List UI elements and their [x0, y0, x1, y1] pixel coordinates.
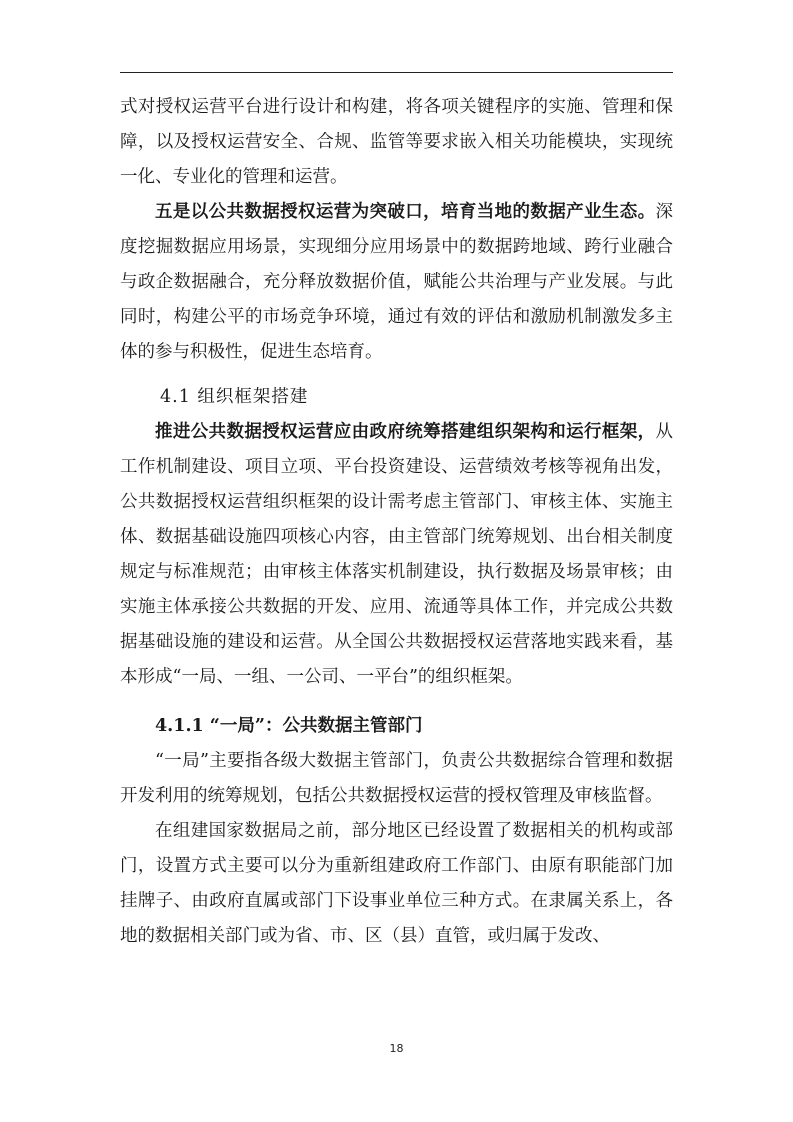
- paragraph-4: “一局”主要指各级大数据主管部门，负责公共数据综合管理和数据开发利用的统筹规划，包括公共数据授权运营的授权管理及审核监督。: [120, 751, 673, 806]
- paragraph-2-lead: 五是以公共数据授权运营为突破口，培育当地的数据产业生态。: [155, 202, 656, 222]
- subsection-heading: 4.1.1 “一局”：公共数据主管部门: [155, 716, 423, 736]
- page-number: 18: [389, 1042, 404, 1055]
- paragraph-2: [120, 195, 673, 370]
- spacer: [120, 370, 673, 376]
- paragraph-3: [120, 415, 673, 695]
- paragraph-3-lead: 推进公共数据授权运营应由政府统筹搭建组织架构和运行框架，: [155, 422, 656, 442]
- paragraph-3-rest: 从工作机制建设、项目立项、平台投资建设、运营绩效考核等视角出发，公共数据授权运营组织框架的设计需考虑主管部门、审核主体、实施主体、数据基础设施四项核心内容，由主管部门统筹规划、出台相关制度规定与标准规范；由审核主体落实机制建设，执行数据及场景审核；由实施主体承接公共数据的开发、应用、流通等具体工作，并完成公共数据基础设施的建设和运营。从全国公共数据授权运营落地实践来看，基本形成“一局、一组、一公司、一平台”的组织框架。: [120, 422, 673, 687]
- section-heading: 4.1 组织框架搭建: [160, 387, 309, 407]
- paragraph-2-rest: 深度挖掘数据应用场景，实现细分应用场景中的数据跨地域、跨行业融合与政企数据融合，充分释放数据价值，赋能公共治理与产业发展。与此同时，构建公平的市场竞争环境，通过有效的评估和激励机制激发多主体的参与积极性，促进生态培育。: [120, 202, 673, 362]
- paragraph-5: 在组建国家数据局之前，部分地区已经设置了数据相关的机构或部门，设置方式主要可以分为重新组建政府工作部门、由原有职能部门加挂牌子、由政府直属或部门下设事业单位三种方式。在隶属关系上，各地的数据相关部门或为省、市、区（县）直管，或归属于发改、: [120, 821, 673, 946]
- page-content: [120, 90, 673, 954]
- header-rule: [120, 72, 673, 73]
- paragraph-1: 式对授权运营平台进行设计和构建，将各项关键程序的实施、管理和保障，以及授权运营安全、合规、监管等要求嵌入相关功能模块，实现统一化、专业化的管理和运营。: [120, 97, 673, 187]
